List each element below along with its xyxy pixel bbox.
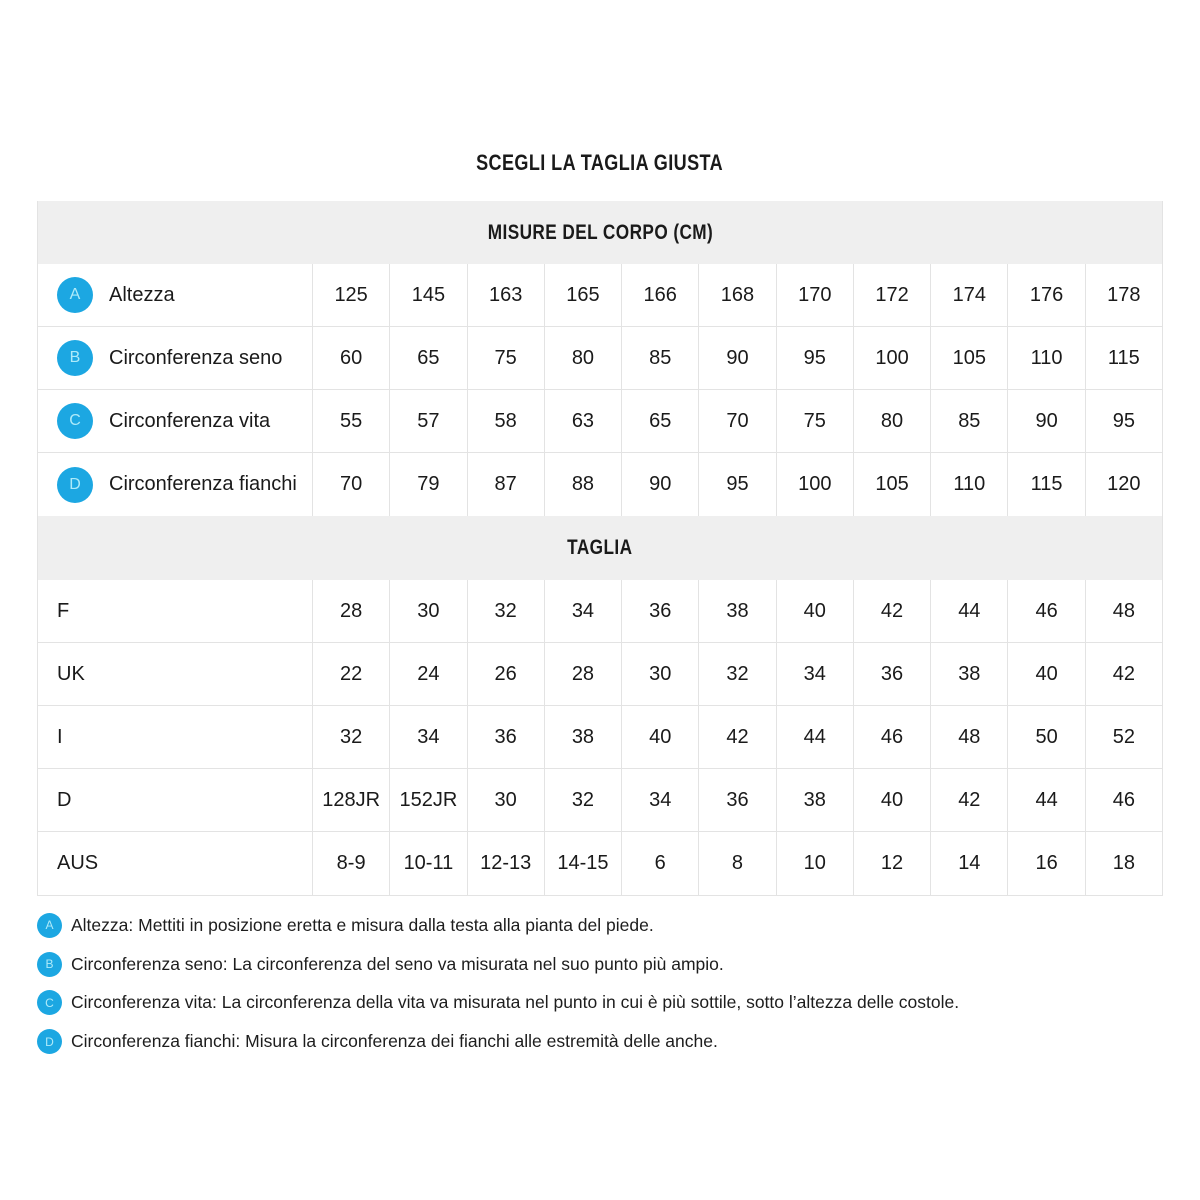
- footnote-badge-d-icon: D: [37, 1029, 62, 1054]
- table-row: [38, 769, 1162, 832]
- value-cell: 60: [312, 327, 389, 389]
- value-cell: 32: [467, 580, 544, 642]
- value-cell: 48: [930, 706, 1007, 768]
- row-label: D: [57, 788, 72, 811]
- value-cell: 46: [1085, 769, 1162, 831]
- size-chart-table: [37, 201, 1163, 896]
- table-row: [38, 264, 1162, 327]
- measure-badge-c-icon: C: [57, 403, 93, 439]
- footnotes: [37, 906, 1167, 1061]
- measure-badge-a-icon: A: [57, 277, 93, 313]
- value-cell: 6: [621, 832, 698, 895]
- row-label-cell: [38, 390, 312, 452]
- value-cell: 57: [389, 390, 466, 452]
- value-cell: 40: [853, 769, 930, 831]
- size-header: [38, 516, 1162, 580]
- value-cell: 55: [312, 390, 389, 452]
- size-rows: [38, 580, 1162, 895]
- value-cell: 65: [621, 390, 698, 452]
- value-cell: 42: [1085, 643, 1162, 705]
- value-cell: 14-15: [544, 832, 621, 895]
- value-cell: 30: [389, 580, 466, 642]
- value-cell: 46: [1007, 580, 1084, 642]
- footnote: [37, 945, 1167, 984]
- body-measurements-header-text: MISURE DEL CORPO (CM): [487, 220, 713, 244]
- value-cell: 40: [621, 706, 698, 768]
- row-label-cell: [38, 327, 312, 389]
- value-cell: 24: [389, 643, 466, 705]
- value-cell: 38: [544, 706, 621, 768]
- footnote: [37, 984, 1167, 1023]
- value-cell: 44: [930, 580, 1007, 642]
- value-cell: 152JR: [389, 769, 466, 831]
- value-cell: 22: [312, 643, 389, 705]
- value-cell: 12: [853, 832, 930, 895]
- value-cell: 100: [776, 453, 853, 516]
- value-cell: 16: [1007, 832, 1084, 895]
- footnote-text: Circonferenza seno: La circonferenza del seno va misurata nel suo punto più ampio.: [71, 953, 724, 974]
- value-cell: 34: [544, 580, 621, 642]
- value-cell: 38: [776, 769, 853, 831]
- value-cell: 32: [698, 643, 775, 705]
- value-cell: 36: [853, 643, 930, 705]
- value-cell: 110: [930, 453, 1007, 516]
- value-cell: 85: [621, 327, 698, 389]
- value-cell: 178: [1085, 264, 1162, 326]
- value-cell: 34: [776, 643, 853, 705]
- value-cell: 115: [1085, 327, 1162, 389]
- value-cell: 32: [312, 706, 389, 768]
- value-cell: 70: [698, 390, 775, 452]
- value-cell: 63: [544, 390, 621, 452]
- value-cell: 34: [389, 706, 466, 768]
- value-cell: 38: [698, 580, 775, 642]
- size-header-text: TAGLIA: [567, 536, 633, 559]
- page-title: [0, 150, 1200, 176]
- footnote-text: Altezza: Mettiti in posizione eretta e misura dalla testa alla pianta del piede.: [71, 914, 654, 935]
- measure-badge-b-icon: B: [57, 340, 93, 376]
- value-cell: 100: [853, 327, 930, 389]
- table-row: [38, 832, 1162, 895]
- value-cell: 52: [1085, 706, 1162, 768]
- value-cell: 105: [853, 453, 930, 516]
- value-cell: 70: [312, 453, 389, 516]
- value-cell: 10: [776, 832, 853, 895]
- value-cell: 115: [1007, 453, 1084, 516]
- row-label: Circonferenza seno: [109, 346, 283, 369]
- value-cell: 36: [621, 580, 698, 642]
- value-cell: 80: [544, 327, 621, 389]
- value-cell: 95: [1085, 390, 1162, 452]
- footnote-text: Circonferenza fianchi: Misura la circonferenza dei fianchi alle estremità delle anche.: [71, 1031, 718, 1052]
- row-label: UK: [57, 662, 85, 685]
- value-cell: 30: [467, 769, 544, 831]
- table-row: [38, 327, 1162, 390]
- value-cell: 38: [930, 643, 1007, 705]
- value-cell: 172: [853, 264, 930, 326]
- value-cell: 12-13: [467, 832, 544, 895]
- row-label: Circonferenza vita: [109, 409, 271, 432]
- table-row: [38, 580, 1162, 643]
- value-cell: 42: [853, 580, 930, 642]
- value-cell: 168: [698, 264, 775, 326]
- value-cell: 166: [621, 264, 698, 326]
- value-cell: 125: [312, 264, 389, 326]
- footnote: [37, 906, 1167, 945]
- value-cell: 14: [930, 832, 1007, 895]
- value-cell: 36: [467, 706, 544, 768]
- row-label-cell: [38, 643, 312, 705]
- value-cell: 75: [776, 390, 853, 452]
- value-cell: 75: [467, 327, 544, 389]
- page-title-text: SCEGLI LA TAGLIA GIUSTA: [476, 150, 724, 175]
- value-cell: 65: [389, 327, 466, 389]
- value-cell: 32: [544, 769, 621, 831]
- footnote-badge-a-icon: A: [37, 913, 62, 938]
- value-cell: 163: [467, 264, 544, 326]
- value-cell: 95: [776, 327, 853, 389]
- value-cell: 90: [698, 327, 775, 389]
- row-label: Circonferenza fianchi: [109, 473, 297, 495]
- row-label-cell: [38, 832, 312, 895]
- row-label: I: [57, 725, 63, 748]
- value-cell: 110: [1007, 327, 1084, 389]
- value-cell: 48: [1085, 580, 1162, 642]
- row-label: Altezza: [109, 283, 175, 306]
- value-cell: 30: [621, 643, 698, 705]
- value-cell: 95: [698, 453, 775, 516]
- row-label-cell: [38, 453, 312, 516]
- row-label: AUS: [57, 852, 99, 874]
- value-cell: 88: [544, 453, 621, 516]
- value-cell: 42: [698, 706, 775, 768]
- footnote-badge-c-icon: C: [37, 990, 62, 1015]
- value-cell: 36: [698, 769, 775, 831]
- value-cell: 79: [389, 453, 466, 516]
- footnote-badge-b-icon: B: [37, 952, 62, 977]
- value-cell: 87: [467, 453, 544, 516]
- measure-badge-d-icon: D: [57, 467, 93, 503]
- value-cell: 42: [930, 769, 1007, 831]
- value-cell: 80: [853, 390, 930, 452]
- value-cell: 10-11: [389, 832, 466, 895]
- table-row: [38, 453, 1162, 516]
- row-label: F: [57, 599, 70, 622]
- value-cell: 58: [467, 390, 544, 452]
- footnote-text: Circonferenza vita: La circonferenza della vita va misurata nel punto in cui è più sottile, sotto l’altezza delle costole.: [71, 992, 960, 1013]
- value-cell: 46: [853, 706, 930, 768]
- value-cell: 174: [930, 264, 1007, 326]
- row-label-cell: [38, 706, 312, 768]
- value-cell: 40: [1007, 643, 1084, 705]
- value-cell: 145: [389, 264, 466, 326]
- value-cell: 8: [698, 832, 775, 895]
- value-cell: 105: [930, 327, 1007, 389]
- table-row: [38, 706, 1162, 769]
- footnote: [37, 1022, 1167, 1061]
- value-cell: 26: [467, 643, 544, 705]
- value-cell: 120: [1085, 453, 1162, 516]
- table-row: [38, 390, 1162, 453]
- body-measurements-rows: [38, 264, 1162, 516]
- value-cell: 165: [544, 264, 621, 326]
- value-cell: 176: [1007, 264, 1084, 326]
- value-cell: 50: [1007, 706, 1084, 768]
- value-cell: 8-9: [312, 832, 389, 895]
- value-cell: 170: [776, 264, 853, 326]
- row-label-cell: [38, 580, 312, 642]
- row-label-cell: [38, 264, 312, 326]
- value-cell: 44: [776, 706, 853, 768]
- row-label-cell: [38, 769, 312, 831]
- value-cell: 28: [544, 643, 621, 705]
- value-cell: 18: [1085, 832, 1162, 895]
- value-cell: 28: [312, 580, 389, 642]
- value-cell: 40: [776, 580, 853, 642]
- value-cell: 128JR: [312, 769, 389, 831]
- value-cell: 90: [621, 453, 698, 516]
- body-measurements-header: [38, 201, 1162, 264]
- value-cell: 90: [1007, 390, 1084, 452]
- value-cell: 85: [930, 390, 1007, 452]
- table-row: [38, 643, 1162, 706]
- value-cell: 34: [621, 769, 698, 831]
- value-cell: 44: [1007, 769, 1084, 831]
